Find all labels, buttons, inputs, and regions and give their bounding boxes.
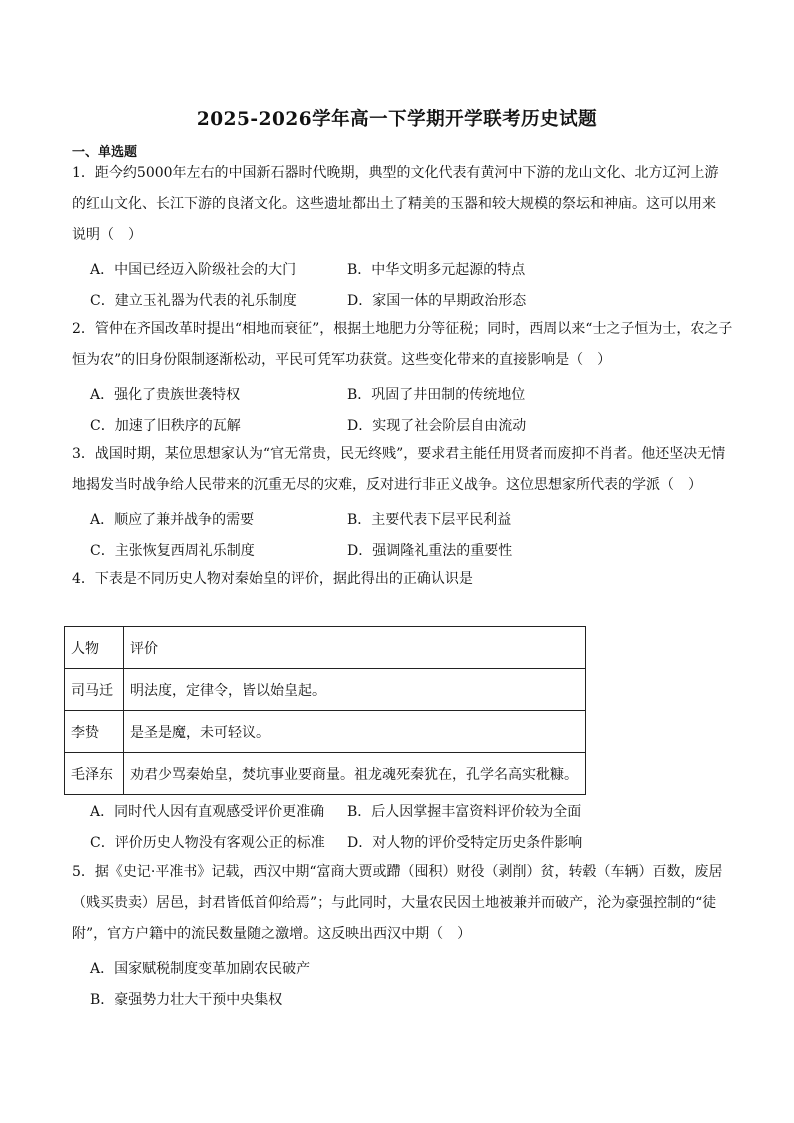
question-3-line: 3．战国时期，某位思想家认为“官无常贵，民无终贱”，要求君主能任用贤者而废抑不肖者。他还坚决无情 <box>72 446 726 462</box>
question-4-option-d: D．对人物的评价受特定历史条件影响 <box>347 835 583 851</box>
question-2-line: 恒为农”的旧身份限制逐渐松动，平民可凭军功获赏。这些变化带来的直接影响是（ ） <box>72 352 612 368</box>
question-5-option-a: A．国家赋税制度变革加剧农民破产 <box>90 961 311 977</box>
table-row <box>65 753 586 795</box>
question-1-option-b: B．中华文明多元起源的特点 <box>347 262 526 278</box>
question-4-option-a: A．同时代人因有直观感受评价更准确 <box>90 804 325 820</box>
table-cell-evaluation: 是圣是魔，未可轻议。 <box>124 711 586 753</box>
question-5-line: （贱买贵卖）居邑，封君皆低首仰给焉”；与此同时，大量农民因土地被兼并而破产，沦为豪强控制的“徒 <box>72 895 717 911</box>
question-2-option-c: C．加速了旧秩序的瓦解 <box>90 418 241 434</box>
question-2-stem <box>72 314 733 376</box>
table-cell-evaluation: 明法度，定律令，皆以始皇起。 <box>124 669 586 711</box>
question-3-option-c: C．主张恢复西周礼乐制度 <box>90 543 255 559</box>
table-header-cell: 人物 <box>65 627 124 669</box>
question-5-line: 附”，官方户籍中的流民数量随之激增。这反映出西汉中期（ ） <box>72 926 472 942</box>
question-2-line: 2．管仲在齐国改革时提出“相地而衰征”，根据土地肥力分等征税；同时，西周以来“士之子恒为士，农之子 <box>72 321 733 337</box>
question-1-option-d: D．家国一体的早期政治形态 <box>347 293 527 309</box>
question-2-option-a: A．强化了贵族世袭特权 <box>90 387 241 403</box>
question-4-stem <box>72 564 724 595</box>
table-cell-evaluation: 劝君少骂秦始皇，焚坑事业要商量。祖龙魂死秦犹在，孔学名高实秕糠。 <box>124 753 586 795</box>
table-cell-person: 毛泽东 <box>65 753 124 795</box>
question-1-line: 说明（ ） <box>72 227 142 243</box>
question-3-option-d: D．强调隆礼重法的重要性 <box>347 543 513 559</box>
table-cell-person: 李贽 <box>65 711 124 753</box>
question-3-line: 地揭发当时战争给人民带来的沉重无尽的灾难，反对进行非正义战争。这位思想家所代表的学派（ ） <box>72 477 702 493</box>
question-3-stem <box>72 439 724 501</box>
section-heading: 一、单选题 <box>72 145 138 160</box>
table-row <box>65 711 586 753</box>
question-4-option-b: B．后人因掌握丰富资料评价较为全面 <box>347 804 582 820</box>
question-3-option-a: A．顺应了兼并战争的需要 <box>90 512 255 528</box>
table-header-cell: 评价 <box>124 627 586 669</box>
table-header-row <box>65 627 586 669</box>
question-5-option-b: B．豪强势力壮大干预中央集权 <box>90 992 283 1008</box>
evaluation-table <box>64 626 586 795</box>
question-1-option-a: A．中国已经迈入阶级社会的大门 <box>90 262 297 278</box>
question-1-line: 的红山文化、长江下游的良渚文化。这些遗址都出土了精美的玉器和较大规模的祭坛和神庙。这可以用来 <box>72 196 716 212</box>
question-2-option-d: D．实现了社会阶层自由流动 <box>347 418 527 434</box>
table-row <box>65 669 586 711</box>
table-cell-person: 司马迁 <box>65 669 124 711</box>
question-4-option-c: C．评价历史人物没有客观公正的标准 <box>90 835 325 851</box>
question-1-line: 1．距今约5000年左右的中国新石器时代晚期，典型的文化代表有黄河中下游的龙山文化、北方辽河上游 <box>72 165 719 181</box>
question-5-stem <box>72 857 724 950</box>
question-3-option-b: B．主要代表下层平民利益 <box>347 512 512 528</box>
question-5-line: 5．据《史记·平准书》记载，西汉中期“富商大贾或蹛（囤积）财役（剥削）贫，转毂（车辆）百数，废居 <box>72 864 723 880</box>
exam-title: 2025-2026学年高一下学期开学联考历史试题 <box>196 109 598 130</box>
question-1-stem <box>72 158 724 251</box>
question-4-line: 4．下表是不同历史人物对秦始皇的评价，据此得出的正确认识是 <box>72 571 473 587</box>
question-2-option-b: B．巩固了井田制的传统地位 <box>347 387 526 403</box>
question-1-option-c: C．建立玉礼器为代表的礼乐制度 <box>90 293 297 309</box>
